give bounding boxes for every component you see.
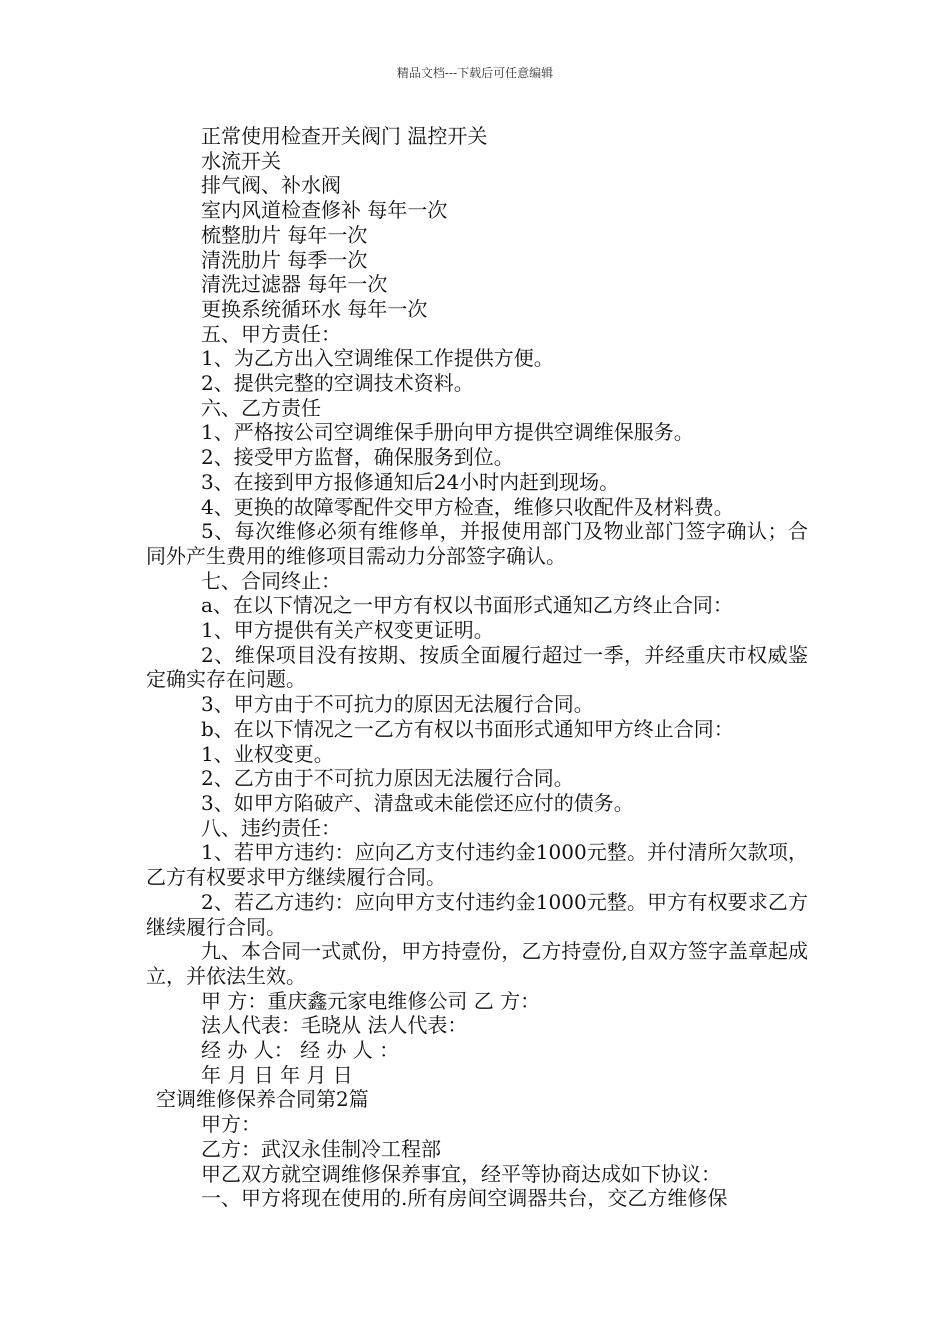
paragraph: b、在以下情况之一乙方有权以书面形式通知甲方终止合同： <box>201 716 734 741</box>
paragraph: 室内风道检查修补 每年一次 <box>201 198 448 223</box>
paragraph: 正常使用检查开关阀门 温控开关 <box>201 124 488 148</box>
paragraph: 九、本合同一式贰份，甲方持壹份，乙方持壹份,自双方签字盖章起成立，并依法生效。 <box>146 939 808 988</box>
paragraph: 清洗过滤器 每年一次 <box>201 272 388 297</box>
paragraph: 1、甲方提供有关产权变更证明。 <box>201 618 494 643</box>
paragraph: 4、更换的故障零配件交甲方检查，维修只收配件及材料费。 <box>201 494 734 519</box>
section-heading: 空调维修保养合同第2篇 <box>156 1087 369 1112</box>
paragraph: 1、业权变更。 <box>201 741 334 766</box>
paragraph: 3、在接到甲方报修通知后24小时内赶到现场。 <box>201 469 620 494</box>
paragraph: 甲 方：重庆鑫元家电维修公司 乙 方： <box>201 988 541 1013</box>
paragraph: 法人代表：毛晓从 法人代表： <box>201 1013 468 1038</box>
paragraph: 2、若乙方违约：应向甲方支付违约金1000元整。甲方有权要求乙方继续履行合同。 <box>146 889 808 939</box>
paragraph: 八、违约责任： <box>201 815 341 840</box>
paragraph: 乙方：武汉永佳制冷工程部 <box>201 1136 441 1161</box>
paragraph: 3、如甲方陷破产、清盘或未能偿还应付的债务。 <box>201 790 634 815</box>
paragraph: 1、若甲方违约：应向乙方支付违约金1000元整。并付清所欠款项，乙方有权要求甲方继续履行合同。 <box>146 840 808 890</box>
paragraph: 梳整肋片 每年一次 <box>201 222 368 247</box>
paragraph: 2、维保项目没有按期、按质全面履行超过一季，并经重庆市权威鉴定确实存在问题。 <box>146 642 808 692</box>
paragraph: 年 月 日 年 月 日 <box>201 1062 353 1087</box>
paragraph: 1、为乙方出入空调维保工作提供方便。 <box>201 346 554 371</box>
paragraph: 甲乙双方就空调维修保养事宜，经平等协商达成如下协议： <box>201 1161 721 1186</box>
paragraph: 一、甲方将现在使用的.所有房间空调器共台，交乙方维修保 <box>201 1186 728 1211</box>
paragraph: 六、乙方责任 <box>201 395 321 420</box>
paragraph: 排气阀、补水阀 <box>201 173 341 198</box>
paragraph: 2、乙方由于不可抗力原因无法履行合同。 <box>201 766 574 791</box>
paragraph: a、在以下情况之一甲方有权以书面形式通知乙方终止合同： <box>201 593 733 618</box>
paragraph: 五、甲方责任： <box>201 321 341 346</box>
paragraph: 水流开关 <box>201 148 281 173</box>
document-body <box>146 124 808 1211</box>
paragraph: 清洗肋片 每季一次 <box>201 247 368 272</box>
paragraph: 5、每次维修必须有维修单，并报使用部门及物业部门签字确认；合同外产生费用的维修项目需动力分部签字确认。 <box>146 519 808 568</box>
paragraph: 2、提供完整的空调技术资料。 <box>201 371 474 396</box>
paragraph: 2、接受甲方监督，确保服务到位。 <box>201 445 514 470</box>
paragraph: 经 办 人： 经 办 人 ： <box>201 1038 400 1063</box>
paragraph: 3、甲方由于不可抗力的原因无法履行合同。 <box>201 692 594 717</box>
paragraph: 1、严格按公司空调维保手册向甲方提供空调维保服务。 <box>201 420 694 445</box>
paragraph: 七、合同终止： <box>201 568 341 593</box>
paragraph: 更换系统循环水 每年一次 <box>201 296 428 321</box>
paragraph: 甲方： <box>201 1112 261 1137</box>
page-header: 精品文档---下载后可任意编辑 <box>396 66 554 80</box>
